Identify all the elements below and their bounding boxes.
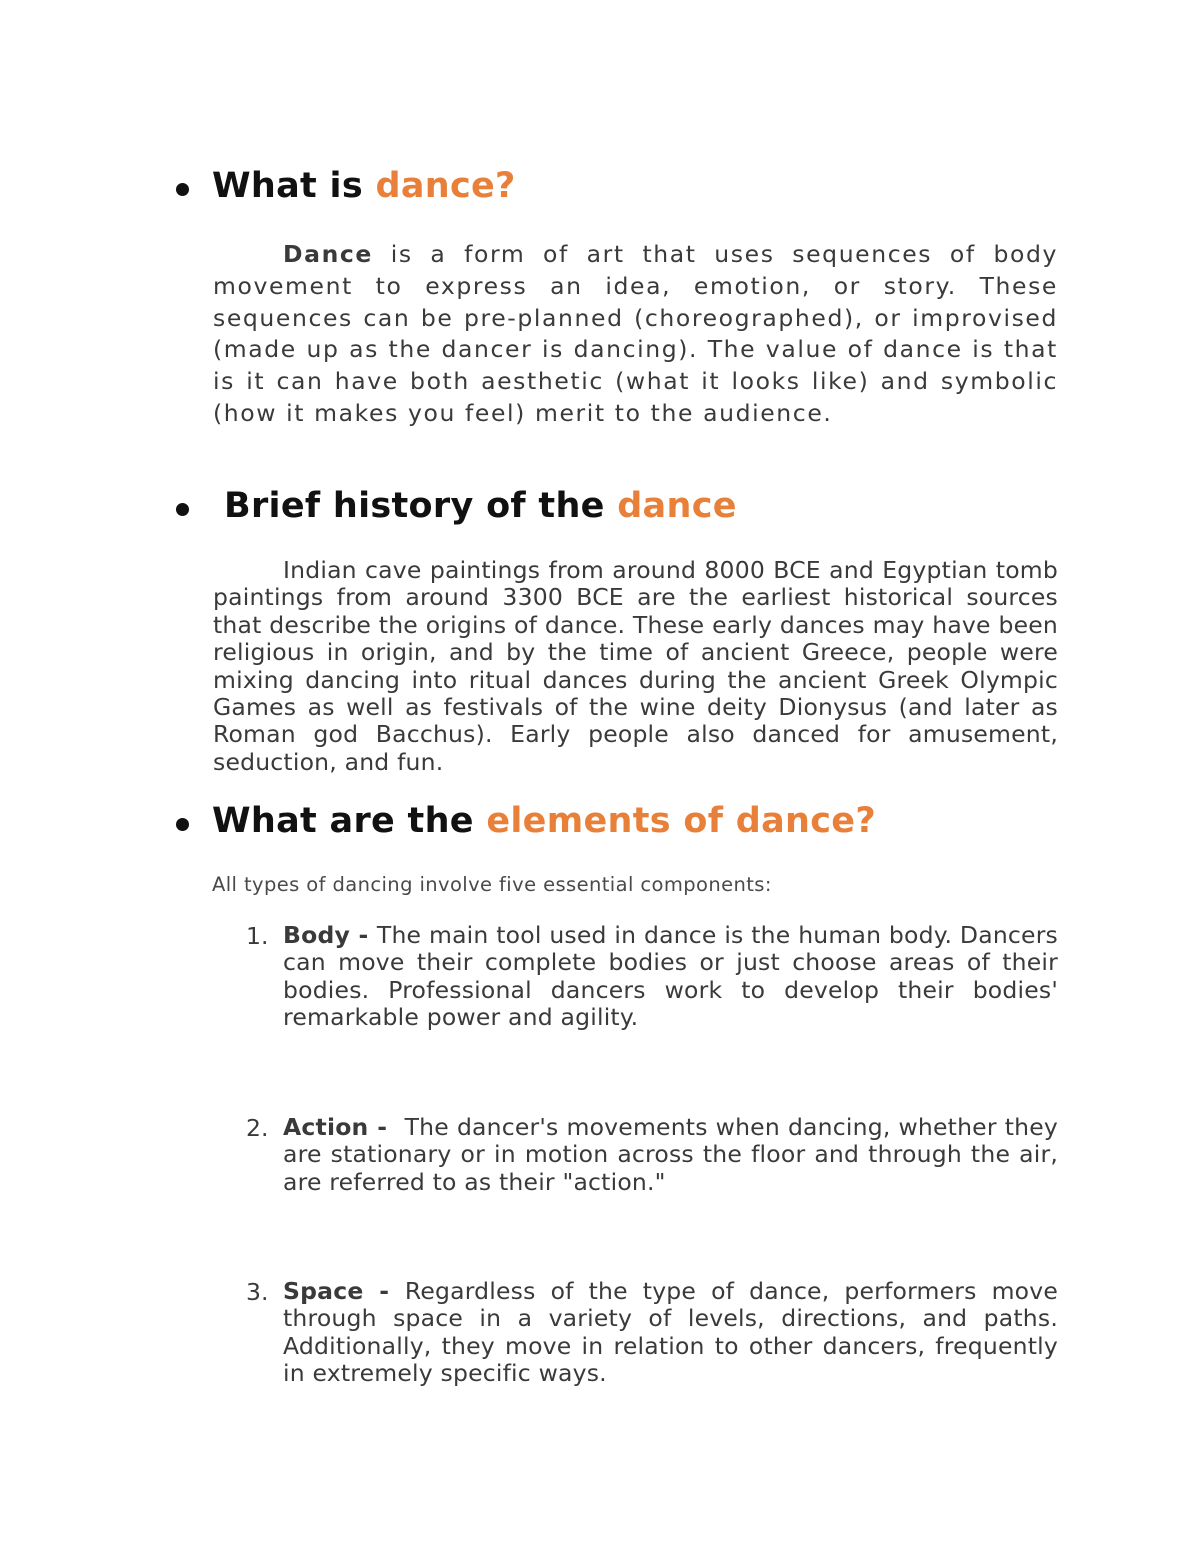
heading-accent: elements of dance?: [486, 801, 876, 841]
list-item-text: The dancer's movements when dancing, whether they are stationary or in motion across the floor and through the air, are referred to as their "action.": [283, 1113, 1058, 1196]
list-number: 2.: [246, 1114, 269, 1142]
section-heading-what-is-dance: [212, 166, 516, 206]
list-item-text: Regardless of the type of dance, performers move through space in a variety of levels, directions, and paths. Additionally, they move in relation to other dancers, frequently in extremely specific ways.: [283, 1277, 1059, 1388]
list-item-separator: -: [363, 1277, 405, 1305]
list-item-term: Action: [283, 1113, 369, 1141]
heading-prefix: What is: [212, 166, 376, 206]
list-item-separator: -: [350, 921, 377, 949]
paragraph-history: [213, 557, 1058, 776]
paragraph-body: is a form of art that uses sequences of body movement to express an idea, emotion, or story. These sequences can be pre-planned (choreographed), or improvised (made up as the dancer is dancing). The value of dance is that is it can have both aesthetic (what it looks like) and symbolic (how it makes you feel) merit to the audience.: [213, 240, 1058, 427]
list-item-term: Body: [283, 921, 350, 949]
bullet-icon: [176, 183, 189, 196]
list-item-space: [283, 1278, 1058, 1388]
paragraph-definition: [213, 239, 1058, 430]
heading-accent: dance?: [375, 166, 516, 206]
section-heading-brief-history: [224, 486, 737, 526]
list-item-body: [283, 922, 1058, 1032]
heading-accent: dance: [617, 486, 737, 526]
paragraph-lead-term: Dance: [283, 240, 373, 268]
bullet-icon: [176, 503, 189, 516]
list-item-term: Space: [283, 1277, 364, 1305]
bullet-icon: [176, 818, 189, 831]
list-item-text: The main tool used in dance is the human body. Dancers can move their complete bodies or just choose areas of their bodies. Professional dancers work to develop their bodies' remarkable power and agility.: [283, 921, 1059, 1032]
heading-prefix: What are the: [212, 801, 487, 841]
elements-intro: All types of dancing involve five essential components:: [212, 873, 772, 896]
heading-prefix: Brief history of the: [224, 486, 618, 526]
list-item-action: [283, 1114, 1058, 1196]
list-number: 3.: [246, 1278, 269, 1306]
paragraph-body: Indian cave paintings from around 8000 BCE and Egyptian tomb paintings from around 3300 BCE are the earliest historical sources that describe the origins of dance. These early dances may have been religious in origin, and by the time of ancient Greece, people were mixing dancing into ritual dances during the ancient Greek Olympic Games as well as festivals of the wine deity Dionysus (and later as Roman god Bacchus). Early people also danced for amusement, seduction, and fun.: [213, 556, 1058, 776]
list-item-separator: -: [368, 1113, 405, 1141]
section-heading-elements: [212, 801, 876, 841]
list-number: 1.: [246, 922, 269, 950]
